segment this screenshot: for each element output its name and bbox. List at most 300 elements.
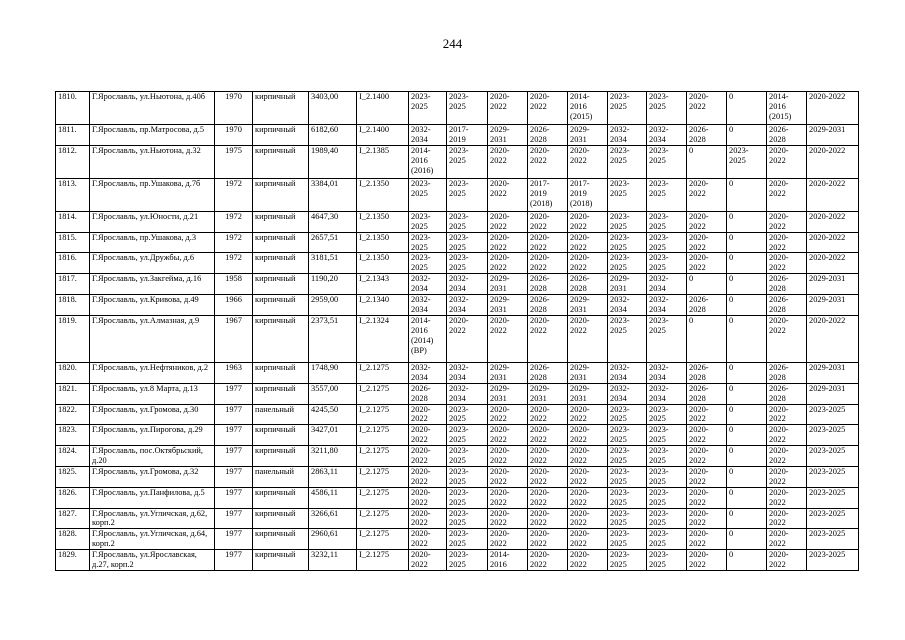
table-row: [56, 508, 859, 529]
wall-material-cell: кирпичный: [253, 362, 309, 383]
table-row: [56, 362, 859, 383]
area-cell: 1190,20: [309, 274, 357, 295]
wall-material-cell: кирпичный: [253, 232, 309, 253]
repair-period-cell: 2020-2022: [409, 508, 447, 529]
build-year-cell: 1972: [215, 253, 253, 274]
table-row: [56, 466, 859, 487]
repair-period-cell: 2020-2022: [528, 508, 568, 529]
repair-period-cell: 0: [687, 274, 727, 295]
row-number: 1822.: [56, 404, 90, 425]
row-number: 1823.: [56, 425, 90, 446]
repair-period-cell: 2023-2025: [647, 178, 687, 211]
repair-period-cell: 2029-2031: [528, 383, 568, 404]
repair-period-cell: 2020-2022: [528, 425, 568, 446]
repair-period-cell: 2020-2022: [528, 145, 568, 178]
repair-period-cell: 2020-2022: [767, 425, 807, 446]
build-year-cell: 1966: [215, 295, 253, 316]
repair-period-cell: 2023-2025: [647, 145, 687, 178]
repair-period-cell: 0: [727, 550, 767, 571]
repair-period-cell: 2020-2022: [568, 211, 608, 232]
repair-period-cell: 2029-2031: [807, 383, 859, 404]
repair-period-cell: 2032-2034: [447, 274, 488, 295]
table-row: [56, 178, 859, 211]
repair-period-cell: 2020-2022: [568, 446, 608, 467]
repair-period-cell: 2023-2025: [608, 253, 647, 274]
repair-period-cell: 2020-2022: [528, 487, 568, 508]
repair-period-cell: 2020-2022: [807, 315, 859, 362]
repair-period-cell: 2023-2025: [807, 550, 859, 571]
table-row: [56, 425, 859, 446]
address-cell: Г.Ярославль, ул.Ньютона, д.40б: [90, 92, 215, 125]
repair-period-cell: 2032-2034: [608, 125, 647, 146]
repair-period-cell: 2023-2025: [647, 529, 687, 550]
repair-period-cell: 2023-2025: [447, 529, 488, 550]
repair-period-cell: 2023-2025: [447, 178, 488, 211]
repair-period-cell: 2023-2025: [447, 508, 488, 529]
repair-period-cell: 2023-2025: [447, 145, 488, 178]
code-cell: I_2.1350: [357, 232, 409, 253]
repair-period-cell: 2020-2022: [528, 550, 568, 571]
repair-period-cell: 2032-2034: [608, 383, 647, 404]
repair-period-cell: 2023-2025: [647, 425, 687, 446]
repair-period-cell: 2032-2034: [447, 383, 488, 404]
repair-period-cell: 0: [727, 295, 767, 316]
address-cell: Г.Ярославль, ул.Пирогова, д.29: [90, 425, 215, 446]
table-row: [56, 404, 859, 425]
repair-period-cell: 2020-2022: [568, 232, 608, 253]
wall-material-cell: кирпичный: [253, 383, 309, 404]
repair-period-cell: 2020-2022: [687, 404, 727, 425]
repair-period-cell: 2020-2022: [687, 487, 727, 508]
repair-period-cell: 2023-2025: [608, 232, 647, 253]
repair-period-cell: 2020-2022: [568, 529, 608, 550]
repair-period-cell: 2020-2022: [568, 550, 608, 571]
repair-period-cell: 2020-2022: [528, 211, 568, 232]
build-year-cell: 1977: [215, 550, 253, 571]
wall-material-cell: кирпичный: [253, 211, 309, 232]
repair-period-cell: 2020-2022: [687, 178, 727, 211]
table-row: [56, 253, 859, 274]
table-row: [56, 92, 859, 125]
repair-period-cell: 2020-2022: [568, 508, 608, 529]
repair-period-cell: 2020-2022: [807, 145, 859, 178]
repair-period-cell: 2023-2025: [807, 508, 859, 529]
repair-period-cell: 2026-2028: [767, 295, 807, 316]
code-cell: I_2.1400: [357, 92, 409, 125]
repair-period-cell: 2029-2031: [568, 125, 608, 146]
repair-period-cell: 2017-2019 (2018): [568, 178, 608, 211]
wall-material-cell: кирпичный: [253, 508, 309, 529]
repair-period-cell: 2020-2022: [767, 404, 807, 425]
build-year-cell: 1977: [215, 425, 253, 446]
table-row: [56, 315, 859, 362]
repair-period-cell: 2023-2025: [608, 315, 647, 362]
repair-period-cell: 2029-2031: [568, 295, 608, 316]
build-year-cell: 1977: [215, 383, 253, 404]
row-number: 1811.: [56, 125, 90, 146]
address-cell: Г.Ярославль, ул.Громова, д.32: [90, 466, 215, 487]
area-cell: 2657,51: [309, 232, 357, 253]
repair-period-cell: 2020-2022: [767, 508, 807, 529]
repair-period-cell: 2023-2025: [608, 178, 647, 211]
build-year-cell: 1977: [215, 404, 253, 425]
repair-period-cell: 2023-2025: [727, 145, 767, 178]
wall-material-cell: кирпичный: [253, 550, 309, 571]
repair-period-cell: 2020-2022: [488, 529, 528, 550]
repair-period-cell: 2017-2019 (2018): [528, 178, 568, 211]
repair-period-cell: 0: [727, 232, 767, 253]
repair-period-cell: 0: [687, 315, 727, 362]
wall-material-cell: кирпичный: [253, 529, 309, 550]
address-cell: Г.Ярославль, ул.Угличская, д.62, корп.2: [90, 508, 215, 529]
repair-period-cell: 2026-2028: [528, 295, 568, 316]
table-row: [56, 274, 859, 295]
repair-period-cell: 2023-2025: [647, 211, 687, 232]
repair-period-cell: 2014-2016: [488, 550, 528, 571]
repair-period-cell: 2020-2022: [447, 315, 488, 362]
repair-period-cell: 2020-2022: [528, 404, 568, 425]
repair-period-cell: 2023-2025: [608, 508, 647, 529]
repair-period-cell: 2020-2022: [528, 253, 568, 274]
repair-period-cell: 2023-2025: [447, 487, 488, 508]
repair-period-cell: 2032-2034: [447, 295, 488, 316]
repair-period-cell: 2020-2022: [488, 253, 528, 274]
table-row: [56, 232, 859, 253]
table-row: [56, 529, 859, 550]
area-cell: 1748,90: [309, 362, 357, 383]
repair-period-cell: 2023-2025: [447, 425, 488, 446]
repair-period-cell: 2014-2016 (2016): [409, 145, 447, 178]
repair-period-cell: 2023-2025: [447, 232, 488, 253]
repair-period-cell: 2023-2025: [447, 211, 488, 232]
area-cell: 3232,11: [309, 550, 357, 571]
repair-period-cell: 2020-2022: [528, 232, 568, 253]
repair-period-cell: 2023-2025: [647, 508, 687, 529]
repair-period-cell: 2023-2025: [447, 446, 488, 467]
repair-period-cell: 2020-2022: [687, 253, 727, 274]
address-cell: Г.Ярославль, ул.Панфилова, д.5: [90, 487, 215, 508]
repair-period-cell: 2023-2025: [409, 253, 447, 274]
code-cell: I_2.1324: [357, 315, 409, 362]
address-cell: Г.Ярославль, пр.Ушакова, д.3: [90, 232, 215, 253]
code-cell: I_2.1350: [357, 253, 409, 274]
repair-period-cell: 2020-2022: [409, 466, 447, 487]
wall-material-cell: кирпичный: [253, 125, 309, 146]
row-number: 1820.: [56, 362, 90, 383]
address-cell: Г.Ярославль, ул.Дружбы, д.6: [90, 253, 215, 274]
code-cell: I_2.1385: [357, 145, 409, 178]
repair-period-cell: 2032-2034: [608, 295, 647, 316]
repair-period-cell: 2020-2022: [568, 145, 608, 178]
repair-period-cell: 2020-2022: [409, 550, 447, 571]
repair-period-cell: 2023-2025: [807, 404, 859, 425]
address-cell: Г.Ярославль, ул.Алмазная, д.9: [90, 315, 215, 362]
code-cell: I_2.1350: [357, 211, 409, 232]
repair-period-cell: 2020-2022: [687, 508, 727, 529]
area-cell: 3181,51: [309, 253, 357, 274]
repair-period-cell: 2023-2025: [608, 404, 647, 425]
repair-period-cell: 2020-2022: [767, 446, 807, 467]
build-year-cell: 1972: [215, 211, 253, 232]
repair-period-cell: 2029-2031: [488, 295, 528, 316]
repair-period-cell: 2020-2022: [568, 466, 608, 487]
table-row: [56, 125, 859, 146]
code-cell: I_2.1275: [357, 446, 409, 467]
wall-material-cell: кирпичный: [253, 425, 309, 446]
repair-period-cell: 2026-2028: [528, 274, 568, 295]
area-cell: 3557,00: [309, 383, 357, 404]
repair-period-cell: 2023-2025: [647, 315, 687, 362]
repair-period-cell: 0: [727, 362, 767, 383]
repair-period-cell: 2026-2028: [687, 383, 727, 404]
repair-period-cell: 0: [727, 125, 767, 146]
address-cell: Г.Ярославль, ул.Ярославская, д.27, корп.2: [90, 550, 215, 571]
row-number: 1815.: [56, 232, 90, 253]
code-cell: I_2.1275: [357, 508, 409, 529]
build-year-cell: 1977: [215, 508, 253, 529]
row-number: 1829.: [56, 550, 90, 571]
table-row: [56, 211, 859, 232]
repair-period-cell: 2014-2016 (2015): [568, 92, 608, 125]
code-cell: I_2.1275: [357, 425, 409, 446]
address-cell: Г.Ярославль, ул.8 Марта, д.13: [90, 383, 215, 404]
repair-period-cell: 2029-2031: [608, 274, 647, 295]
repair-period-cell: 0: [727, 315, 767, 362]
wall-material-cell: панельный: [253, 466, 309, 487]
repair-period-cell: 2032-2034: [409, 125, 447, 146]
code-cell: I_2.1350: [357, 178, 409, 211]
repair-period-cell: 2023-2025: [647, 404, 687, 425]
repair-period-cell: 2020-2022: [807, 253, 859, 274]
wall-material-cell: кирпичный: [253, 315, 309, 362]
repair-period-cell: 2023-2025: [447, 404, 488, 425]
repair-period-cell: 0: [727, 466, 767, 487]
repair-period-cell: 2020-2022: [488, 425, 528, 446]
repair-period-cell: 2020-2022: [488, 92, 528, 125]
repair-period-cell: 2026-2028: [767, 125, 807, 146]
repair-period-cell: 2029-2031: [568, 362, 608, 383]
repair-period-cell: 2020-2022: [488, 508, 528, 529]
repair-period-cell: 2023-2025: [608, 487, 647, 508]
repair-period-cell: 2023-2025: [647, 253, 687, 274]
area-cell: 3427,01: [309, 425, 357, 446]
repair-period-cell: 2020-2022: [687, 92, 727, 125]
repair-period-cell: 2020-2022: [807, 178, 859, 211]
repair-period-cell: 2029-2031: [807, 362, 859, 383]
code-cell: I_2.1340: [357, 295, 409, 316]
address-cell: Г.Ярославль, пос.Октябрьский, д.20: [90, 446, 215, 467]
repair-period-cell: 2026-2028: [409, 383, 447, 404]
row-number: 1819.: [56, 315, 90, 362]
repair-period-cell: 2020-2022: [528, 466, 568, 487]
repair-period-cell: 0: [727, 274, 767, 295]
repair-period-cell: 2020-2022: [767, 487, 807, 508]
repair-period-cell: 2023-2025: [807, 446, 859, 467]
repair-period-cell: 0: [727, 487, 767, 508]
repair-period-cell: 2020-2022: [687, 232, 727, 253]
repair-period-cell: 2023-2025: [608, 425, 647, 446]
row-number: 1810.: [56, 92, 90, 125]
repair-period-cell: 0: [727, 92, 767, 125]
address-cell: Г.Ярославль, ул.Кривова, д.49: [90, 295, 215, 316]
table-body: [56, 92, 859, 571]
repair-period-cell: 2023-2025: [409, 232, 447, 253]
repair-period-cell: 2020-2022: [767, 211, 807, 232]
code-cell: I_2.1275: [357, 487, 409, 508]
repair-period-cell: 2020-2022: [488, 315, 528, 362]
repair-period-cell: 2023-2025: [447, 253, 488, 274]
repair-period-cell: 2020-2022: [807, 92, 859, 125]
area-cell: 1989,40: [309, 145, 357, 178]
repair-period-cell: 2014-2016 (2014) (ВР): [409, 315, 447, 362]
row-number: 1825.: [56, 466, 90, 487]
repair-period-cell: 2029-2031: [807, 125, 859, 146]
build-year-cell: 1967: [215, 315, 253, 362]
address-cell: Г.Ярославль, ул.Юности, д.21: [90, 211, 215, 232]
repair-period-cell: 2020-2022: [568, 425, 608, 446]
row-number: 1824.: [56, 446, 90, 467]
repair-period-cell: 2023-2025: [409, 178, 447, 211]
build-year-cell: 1963: [215, 362, 253, 383]
area-cell: 2863,11: [309, 466, 357, 487]
repair-period-cell: 2020-2022: [767, 315, 807, 362]
repair-period-cell: 2020-2022: [568, 487, 608, 508]
row-number: 1816.: [56, 253, 90, 274]
address-cell: Г.Ярославль, ул.Громова, д.30: [90, 404, 215, 425]
build-year-cell: 1977: [215, 466, 253, 487]
repair-period-cell: 2020-2022: [409, 446, 447, 467]
repair-period-cell: 2026-2028: [767, 274, 807, 295]
repair-period-cell: 2023-2025: [807, 529, 859, 550]
repair-period-cell: 2029-2031: [488, 274, 528, 295]
table-row: [56, 383, 859, 404]
repair-period-cell: 2020-2022: [488, 487, 528, 508]
area-cell: 3266,61: [309, 508, 357, 529]
row-number: 1827.: [56, 508, 90, 529]
repair-period-cell: 2023-2025: [647, 550, 687, 571]
repair-period-cell: 2032-2034: [608, 362, 647, 383]
row-number: 1821.: [56, 383, 90, 404]
repair-period-cell: 2020-2022: [488, 446, 528, 467]
housing-registry-table: [55, 91, 859, 571]
repair-period-cell: 2023-2025: [608, 92, 647, 125]
repair-period-cell: 2023-2025: [608, 211, 647, 232]
build-year-cell: 1958: [215, 274, 253, 295]
area-cell: 4647,30: [309, 211, 357, 232]
repair-period-cell: 2023-2025: [807, 487, 859, 508]
build-year-cell: 1972: [215, 232, 253, 253]
repair-period-cell: 2020-2022: [488, 466, 528, 487]
code-cell: I_2.1275: [357, 550, 409, 571]
repair-period-cell: 2023-2025: [447, 550, 488, 571]
repair-period-cell: 2026-2028: [528, 362, 568, 383]
repair-period-cell: 2032-2034: [409, 295, 447, 316]
build-year-cell: 1970: [215, 92, 253, 125]
address-cell: Г.Ярославль, пр.Матросова, д.5: [90, 125, 215, 146]
repair-period-cell: 2020-2022: [568, 315, 608, 362]
repair-period-cell: 2020-2022: [687, 529, 727, 550]
area-cell: 2960,61: [309, 529, 357, 550]
repair-period-cell: 2020-2022: [488, 211, 528, 232]
wall-material-cell: кирпичный: [253, 487, 309, 508]
code-cell: I_2.1275: [357, 466, 409, 487]
repair-period-cell: 2026-2028: [687, 125, 727, 146]
row-number: 1817.: [56, 274, 90, 295]
repair-period-cell: 2020-2022: [488, 232, 528, 253]
row-number: 1812.: [56, 145, 90, 178]
repair-period-cell: 2020-2022: [767, 550, 807, 571]
repair-period-cell: 2020-2022: [767, 466, 807, 487]
repair-period-cell: 2020-2022: [528, 529, 568, 550]
area-cell: 2373,51: [309, 315, 357, 362]
address-cell: Г.Ярославль, пр.Ушакова, д.7б: [90, 178, 215, 211]
area-cell: 6182,60: [309, 125, 357, 146]
row-number: 1813.: [56, 178, 90, 211]
repair-period-cell: 2029-2031: [488, 383, 528, 404]
table-row: [56, 550, 859, 571]
repair-period-cell: 2020-2022: [488, 404, 528, 425]
repair-period-cell: 0: [727, 508, 767, 529]
repair-period-cell: 2020-2022: [687, 211, 727, 232]
repair-period-cell: 2020-2022: [767, 145, 807, 178]
code-cell: I_2.1275: [357, 404, 409, 425]
wall-material-cell: кирпичный: [253, 253, 309, 274]
row-number: 1818.: [56, 295, 90, 316]
row-number: 1828.: [56, 529, 90, 550]
build-year-cell: 1977: [215, 487, 253, 508]
repair-period-cell: 2032-2034: [647, 362, 687, 383]
repair-period-cell: 2020-2022: [409, 529, 447, 550]
code-cell: I_2.1275: [357, 383, 409, 404]
build-year-cell: 1975: [215, 145, 253, 178]
address-cell: Г.Ярославль, ул.Закгейма, д.16: [90, 274, 215, 295]
page-number: 244: [442, 36, 463, 51]
repair-period-cell: 2023-2025: [647, 92, 687, 125]
repair-period-cell: 2020-2022: [687, 425, 727, 446]
code-cell: I_2.1275: [357, 529, 409, 550]
repair-period-cell: 2032-2034: [447, 362, 488, 383]
build-year-cell: 1977: [215, 446, 253, 467]
repair-period-cell: 2026-2028: [528, 125, 568, 146]
area-cell: 4586,11: [309, 487, 357, 508]
repair-period-cell: 2020-2022: [409, 425, 447, 446]
table-row: [56, 487, 859, 508]
repair-period-cell: 2029-2031: [488, 362, 528, 383]
area-cell: 3211,80: [309, 446, 357, 467]
repair-period-cell: 2020-2022: [767, 529, 807, 550]
code-cell: I_2.1343: [357, 274, 409, 295]
repair-period-cell: 2032-2034: [647, 383, 687, 404]
repair-period-cell: 2023-2025: [608, 145, 647, 178]
repair-period-cell: 2026-2028: [767, 383, 807, 404]
repair-period-cell: 2023-2025: [647, 487, 687, 508]
repair-period-cell: 0: [687, 145, 727, 178]
repair-period-cell: 2020-2022: [528, 446, 568, 467]
address-cell: Г.Ярославль, ул.Угличская, д.64, корп.2: [90, 529, 215, 550]
repair-period-cell: 2023-2025: [447, 92, 488, 125]
repair-period-cell: 0: [727, 211, 767, 232]
wall-material-cell: панельный: [253, 404, 309, 425]
repair-period-cell: 2029-2031: [807, 274, 859, 295]
repair-period-cell: 2017-2019: [447, 125, 488, 146]
repair-period-cell: 2020-2022: [687, 550, 727, 571]
repair-period-cell: 2029-2031: [568, 383, 608, 404]
repair-period-cell: 2023-2025: [608, 446, 647, 467]
repair-period-cell: 2020-2022: [767, 232, 807, 253]
row-number: 1814.: [56, 211, 90, 232]
wall-material-cell: кирпичный: [253, 274, 309, 295]
repair-period-cell: 2029-2031: [488, 125, 528, 146]
